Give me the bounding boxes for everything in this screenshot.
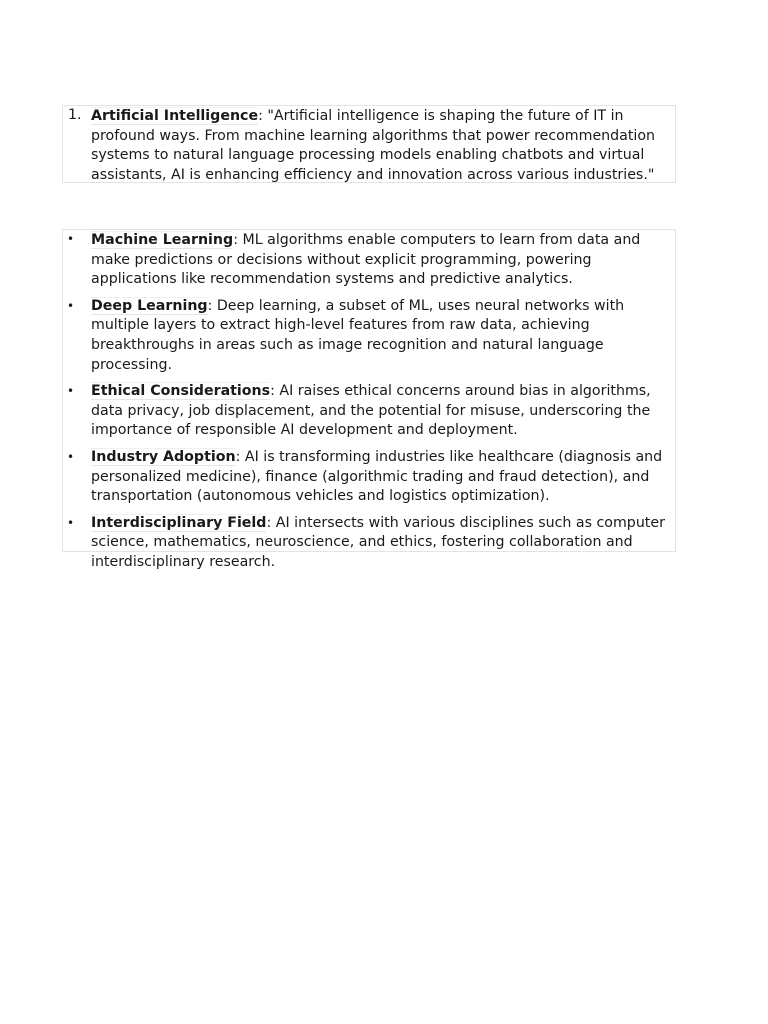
bullet-list-item xyxy=(63,230,675,290)
bullet-list-item xyxy=(63,448,675,507)
bullet-list-box xyxy=(62,229,676,570)
bullet-icon: • xyxy=(67,384,75,399)
item-description: : Deep learning, a subset of ML, uses neural networks with multiple layers to extract high-level features from raw data, achieving breakthroughs in areas such as image recognition and natural language processing. xyxy=(91,297,625,373)
bullet-list-item xyxy=(63,297,675,375)
numbered-list-box xyxy=(62,105,676,183)
term-machine-learning: Machine Learning xyxy=(91,232,234,248)
numbered-list-item xyxy=(63,106,675,185)
bullet-list-item xyxy=(63,382,675,441)
term-artificial-intelligence: Artificial Intelligence xyxy=(91,108,259,124)
term-industry-adoption: Industry Adoption xyxy=(91,448,236,465)
term-ethical-considerations: Ethical Considerations xyxy=(91,383,271,400)
term-interdisciplinary-field: Interdisciplinary Field xyxy=(91,514,267,531)
bullet-icon: • xyxy=(67,232,75,246)
bullet-icon: • xyxy=(67,449,75,464)
item-description: : ML algorithms enable computers to learn from data and make predictions or decisions without explicit programming, powering applications like recommendation systems and predictive analytics. xyxy=(91,232,641,288)
bullet-icon: • xyxy=(67,298,75,313)
item-description: : "Artificial intelligence is shaping the future of IT in profound ways. From machine learning algorithms that power recommendation systems to natural language processing models enabling chatbots and virtual assistants, AI is enhancing efficiency and innovation across various industries." xyxy=(91,108,656,183)
item-description: : AI intersects with various disciplines such as computer science, mathematics, neuroscience, and ethics, fostering collaboration and interdisciplinary research. xyxy=(91,514,665,570)
bullet-list-item xyxy=(63,514,675,573)
list-number: 1. xyxy=(68,107,82,123)
term-deep-learning: Deep Learning xyxy=(91,297,208,314)
bullet-icon: • xyxy=(67,515,75,530)
item-description: : AI is transforming industries like healthcare (diagnosis and personalized medicine), finance (algorithmic trading and fraud detection), and transportation (autonomous vehicles and logistics optimization). xyxy=(91,448,663,505)
item-description: : AI raises ethical concerns around bias in algorithms, data privacy, job displacement, and the potential for misuse, underscoring the importance of responsible AI development and deployment. xyxy=(91,383,651,439)
